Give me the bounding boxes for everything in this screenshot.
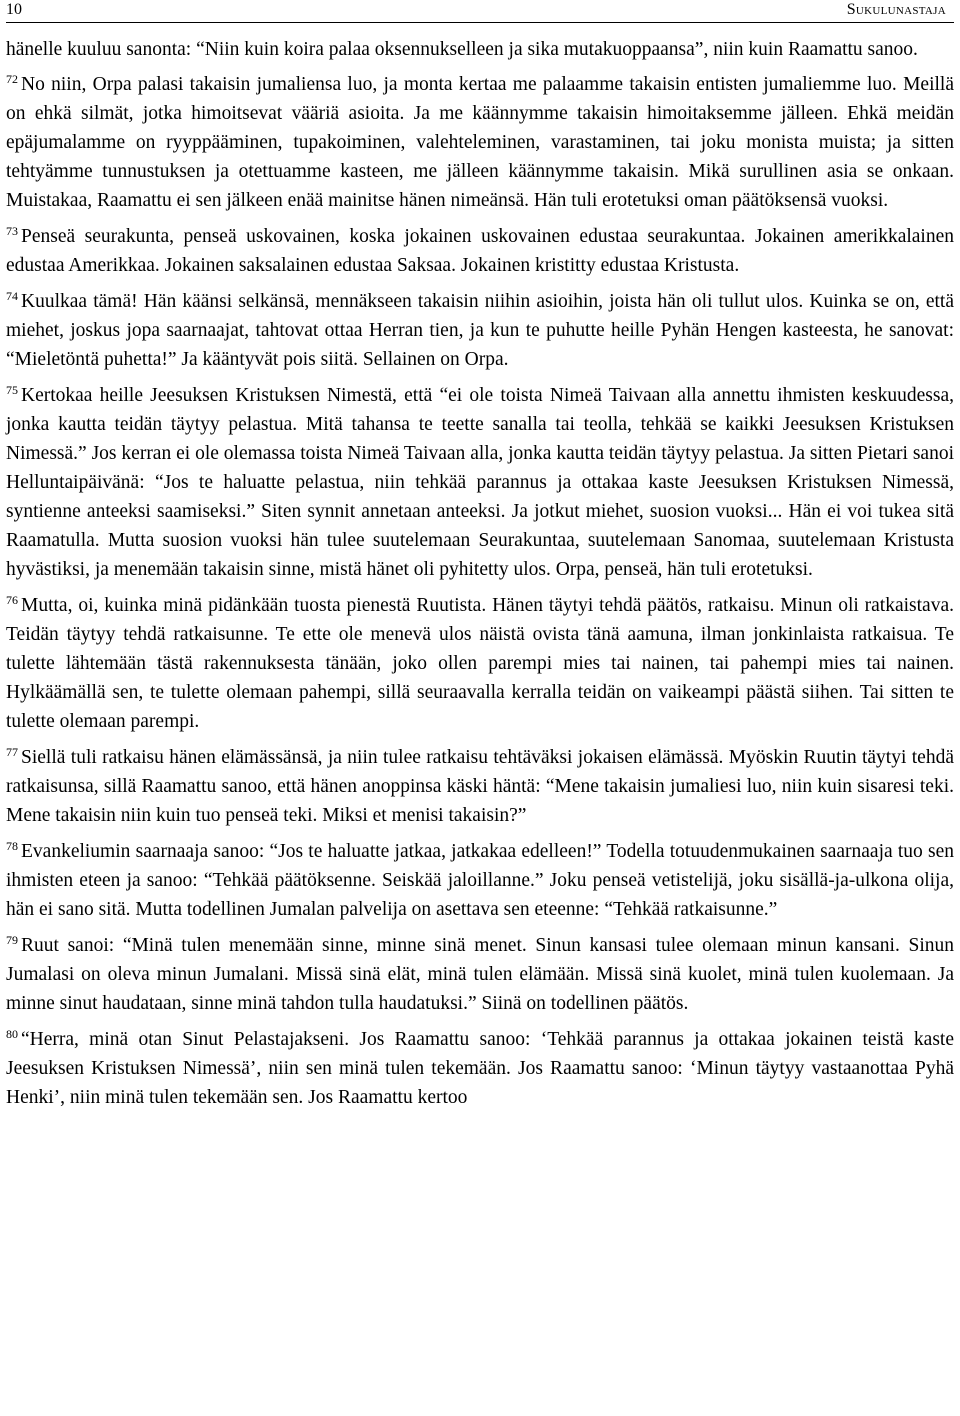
paragraph-text: “Herra, minä otan Sinut Pelastajakseni. Jos Raamattu sanoo: ‘Tehkää parannus ja ottakaa jokainen teistä kaste Jeesuksen Kristuksen Nimessä’, niin sen minä tulen tekemään. Jos Raamattu sanoo: ‘Minun täytyy vastaanottaa Pyhä Henki’, niin minä tulen tekemään sen. Jos Raamattu kertoo: [6, 1029, 954, 1108]
paragraph-text: Kertokaa heille Jeesuksen Kristuksen Nimestä, että “ei ole toista Nimeä Taivaan alla annettu ihmisten keskuudessa, jonka kautta teidän täytyy pelastua. Mitä tahansa te teette sanalla tai teolla, tehkää se kaikki Jeesuksen Kristuksen Nimessä.” Jos kerran ei ole olemassa toista Nimeä Taivaan alla, jonka kautta teidän täytyy pelastua. Ja sitten Pietari sanoi Helluntaipäivänä: “Jos te haluatte pelastua, niin tehkää parannus ja ottakaa kaste Jeesuksen Kristuksen Nimessä, syntienne anteeksi saamiseksi.” Siten synnit annetaan anteeksi. Ja jotkut miehet, suosion vuoksi... Hän ei voi tukea sitä Raamatulla. Mutta suosion vuoksi hän tulee suutelemaan Seurakuntaa, suutelemaan Sanomaa, suutelemaan Kristusta hyvästiksi, ja menemään takaisin sinne, mistä hänet oli pyhitetty ulos. Orpa, penseä, hän tuli erotetuksi.: [6, 385, 954, 580]
paragraph-text: Siellä tuli ratkaisu hänen elämässänsä, ja niin tulee ratkaisu tehtäväksi jokaisen elämässä. Myöskin Ruutin täytyi tehdä ratkaisunsa, sillä Raamattu sanoo, että hänen anoppinsa käski häntä: “Mene takaisin jumaliesi luo, niin kuin sisaresi teki. Mene takaisin niin kuin tuo penseä teki. Miksi et menisi takaisin?”: [6, 747, 954, 826]
paragraph-72: [6, 70, 954, 215]
paragraph-75: [6, 381, 954, 584]
paragraph-77: [6, 743, 954, 830]
paragraph-number: 77: [6, 745, 18, 759]
paragraph-number: 80: [6, 1027, 18, 1041]
paragraph-74: [6, 287, 954, 374]
paragraph-number: 78: [6, 839, 18, 853]
paragraph-80: [6, 1025, 954, 1112]
paragraph-number: 73: [6, 224, 18, 238]
paragraph-76: [6, 591, 954, 736]
paragraph-text: Penseä seurakunta, penseä uskovainen, koska jokainen uskovainen edustaa seurakuntaa. Jokainen amerikkalainen edustaa Amerikkaa. Jokainen saksalainen edustaa Saksaa. Jokainen kristitty edustaa Kristusta.: [6, 226, 954, 276]
paragraph-73: [6, 222, 954, 280]
running-head: Sukulunastaja: [846, 1, 946, 18]
paragraph-text: hänelle kuuluu sanonta: “Niin kuin koira palaa oksennukselleen ja sika mutakuoppaansa”, niin kuin Raamattu sanoo.: [6, 39, 918, 60]
page-header: [6, 0, 954, 23]
paragraph: [6, 35, 954, 64]
paragraph-78: [6, 837, 954, 924]
paragraph-text: Evankeliumin saarnaaja sanoo: “Jos te haluatte jatkaa, jatkakaa edelleen!” Todella totuudenmukainen saarnaaja tuo sen ihmisten eteen ja sanoo: “Tehkää päätöksenne. Seiskää jaloillanne.” Joku penseä vetistelijä, joku sisällä-ja-ulkona olija, hän ei sano sitä. Mutta todellinen Jumalan palvelija on asettava sen eteenne: “Tehkää ratkaisunne.”: [6, 841, 954, 920]
page-number: 10: [6, 1, 22, 18]
paragraph-text: No niin, Orpa palasi takaisin jumaliensa luo, ja monta kertaa me palaamme takaisin entisten jumaliemme luo. Meillä on ehkä silmät, jotka himoitsevat vääriä asioita. Ja me käännymme takaisin himoitaksemme jälleen. Ehkä meidän epäjumalamme on ryyppääminen, tupakoiminen, valehteleminen, varastaminen, tai joku monista muista; ja sitten tehtyämme tunnustuksen ja otettuamme kasteen, me jälleen käännymme takaisin. Mikä surullinen asia se onkaan. Muistakaa, Raamattu ei sen jälkeen enää mainitse hänen nimeänsä. Hän tuli erotetuksi oman päätöksensä vuoksi.: [6, 74, 954, 211]
paragraph-number: 74: [6, 289, 18, 303]
paragraph-79: [6, 931, 954, 1018]
paragraph-number: 79: [6, 933, 18, 947]
document-body: [6, 35, 954, 1112]
paragraph-number: 72: [6, 72, 18, 86]
paragraph-text: Kuulkaa tämä! Hän käänsi selkänsä, mennäkseen takaisin niihin asioihin, joista hän oli tullut ulos. Kuinka se on, että miehet, joskus jopa saarnaajat, tahtovat ottaa Herran tien, ja kun te puhutte heille Pyhän Hengen kasteesta, he sanovat: “Mieletöntä puhetta!” Ja kääntyvät pois siitä. Sellainen on Orpa.: [6, 291, 954, 370]
paragraph-number: 75: [6, 383, 18, 397]
paragraph-text: Ruut sanoi: “Minä tulen menemään sinne, minne sinä menet. Sinun kansasi tulee olemaan minun kansani. Sinun Jumalasi on oleva minun Jumalani. Missä sinä elät, minä tulen elämään. Missä sinä kuolet, minä tulen kuolemaan. Ja minne sinut haudataan, sinne minä tahdon tulla haudatuksi.” Siinä on todellinen päätös.: [6, 935, 954, 1014]
paragraph-number: 76: [6, 593, 18, 607]
paragraph-text: Mutta, oi, kuinka minä pidänkään tuosta pienestä Ruutista. Hänen täytyi tehdä päätös, ratkaisu. Minun oli ratkaistava. Teidän täytyy tehdä ratkaisunne. Te ette ole menevä ulos näistä ovista tänä aamuna, ilman jonkinlaista ratkaisua. Te tulette lähtemään tästä rakennuksesta tänään, joko ollen parempi mies tai nainen, tai pahempi mies tai nainen. Hylkäämällä sen, te tulette olemaan pahempi, sillä seuraavalla kerralla teidän on vaikeampi päästä siihen. Tai sitten te tulette olemaan parempi.: [6, 595, 954, 732]
